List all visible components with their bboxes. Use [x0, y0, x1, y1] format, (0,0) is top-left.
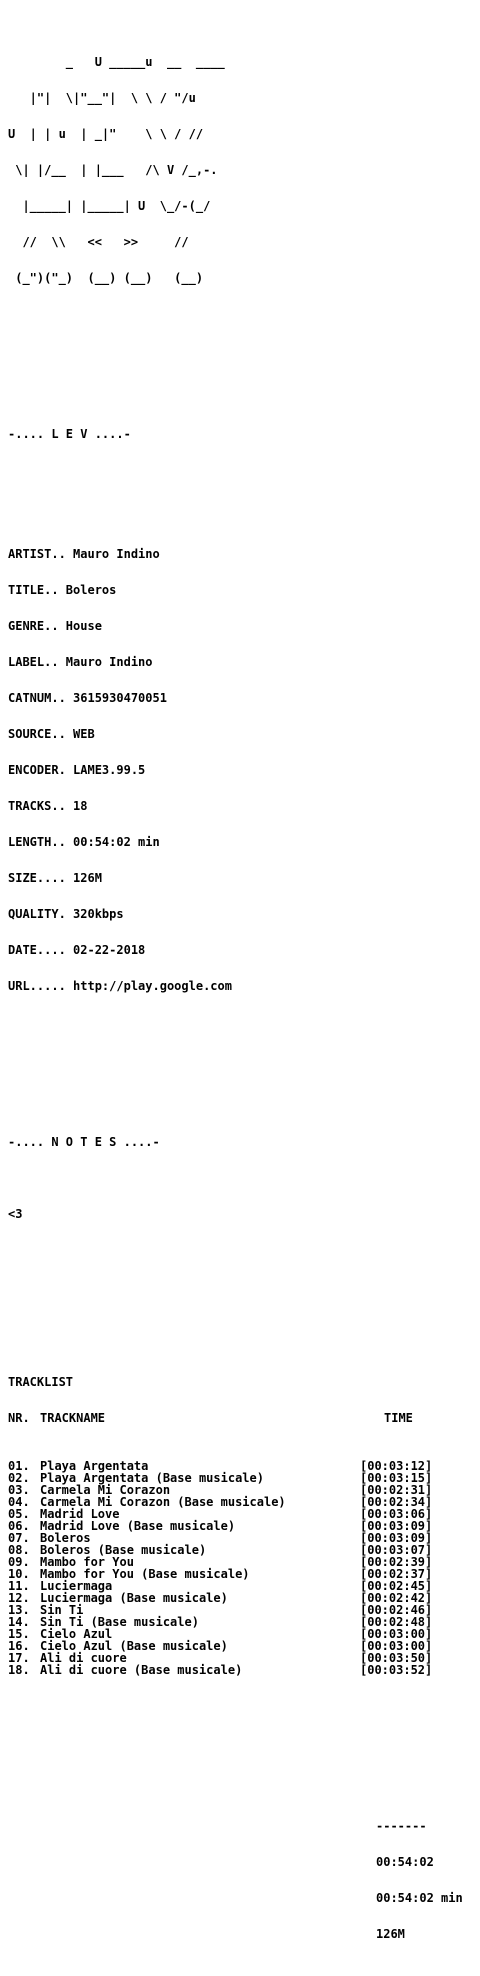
- notes-title: -.... N O T E S ....-: [8, 1135, 160, 1149]
- spacer: [8, 1292, 476, 1304]
- info-size: SIZE.... 126M: [8, 871, 102, 885]
- track-time: [00:02:31]: [360, 1483, 433, 1497]
- info-url: URL..... http://play.google.com: [8, 979, 232, 993]
- track-name: Mambo for You: [40, 1555, 134, 1569]
- track-time: [00:03:09]: [360, 1519, 433, 1533]
- track-number: 17.: [8, 1651, 30, 1665]
- spacer: [8, 1748, 476, 1760]
- track-name: Ali di cuore: [40, 1651, 127, 1665]
- info-tracks: TRACKS.. 18: [8, 799, 88, 813]
- track-name: Mambo for You (Base musicale): [40, 1567, 250, 1581]
- track-name: Cielo Azul (Base musicale): [40, 1639, 228, 1653]
- info-label: LABEL.. Mauro Indino: [8, 655, 153, 669]
- track-number: 16.: [8, 1639, 30, 1653]
- track-time: [00:03:09]: [360, 1531, 433, 1545]
- info-genre: GENRE.. House: [8, 619, 102, 633]
- track-time: [00:03:50]: [360, 1651, 433, 1665]
- track-number: 13.: [8, 1603, 30, 1617]
- track-name: Luciermaga: [40, 1579, 113, 1593]
- track-time: [00:03:15]: [360, 1471, 433, 1485]
- info-encoder: ENCODER. LAME3.99.5: [8, 763, 146, 777]
- logo-line: |_____| |_____| U \_/-(_/: [8, 199, 211, 213]
- track-time: [00:03:00]: [360, 1627, 433, 1641]
- track-name: Sin Ti (Base musicale): [40, 1615, 199, 1629]
- track-name: Playa Argentata (Base musicale): [40, 1471, 264, 1485]
- spacer: [8, 1052, 476, 1064]
- spacer: [8, 476, 476, 488]
- header-time: TIME: [384, 1411, 413, 1425]
- track-number: 03.: [8, 1483, 30, 1497]
- header-title: -.... L E V ....-: [8, 427, 131, 441]
- track-number: 08.: [8, 1543, 30, 1557]
- logo-line: U | | u | _|" \ \ / //: [8, 127, 204, 141]
- spacer: [8, 1088, 476, 1100]
- track-time: [00:03:52]: [360, 1663, 433, 1677]
- track-name: Boleros (Base musicale): [40, 1543, 207, 1557]
- track-number: 14.: [8, 1615, 30, 1629]
- track-time: [00:02:39]: [360, 1555, 433, 1569]
- info-length: LENGTH.. 00:54:02 min: [8, 835, 160, 849]
- spacer: [8, 1328, 476, 1340]
- track-number: 07.: [8, 1531, 30, 1545]
- info-title: TITLE.. Boleros: [8, 583, 117, 597]
- total-time: 00:54:02: [376, 1855, 434, 1869]
- tracklist-header: [8, 1412, 476, 1424]
- total-length: 00:54:02 min: [376, 1891, 463, 1905]
- info-date: DATE.... 02-22-2018: [8, 943, 146, 957]
- track-time: [00:03:06]: [360, 1507, 433, 1521]
- table-row: [8, 1664, 476, 1676]
- track-number: 12.: [8, 1591, 30, 1605]
- nfo-document: [8, 8, 476, 1976]
- track-number: 18.: [8, 1663, 30, 1677]
- spacer: [8, 1172, 476, 1184]
- track-time: [00:03:00]: [360, 1639, 433, 1653]
- track-number: 02.: [8, 1471, 30, 1485]
- info-catnum: CATNUM.. 3615930470051: [8, 691, 167, 705]
- tracklist-title: TRACKLIST: [8, 1375, 74, 1389]
- notes-text: <3: [8, 1207, 23, 1221]
- track-number: 11.: [8, 1579, 30, 1593]
- track-name: Ali di cuore (Base musicale): [40, 1663, 243, 1677]
- track-name: Madrid Love: [40, 1507, 120, 1521]
- track-list: [8, 1460, 476, 1676]
- spacer: [8, 344, 476, 356]
- spacer: [8, 1256, 476, 1268]
- info-artist: ARTIST.. Mauro Indino: [8, 547, 160, 561]
- track-number: 15.: [8, 1627, 30, 1641]
- track-name: Carmela Mi Corazon: [40, 1483, 171, 1497]
- track-name: Madrid Love (Base musicale): [40, 1519, 236, 1533]
- spacer: [8, 380, 476, 392]
- track-number: 04.: [8, 1495, 30, 1509]
- track-time: [00:02:37]: [360, 1567, 433, 1581]
- totals-rule: -------: [376, 1819, 427, 1833]
- track-name: Cielo Azul: [40, 1627, 113, 1641]
- track-time: [00:02:42]: [360, 1591, 433, 1605]
- track-name: Boleros: [40, 1531, 91, 1545]
- header-trackname: TRACKNAME: [40, 1411, 106, 1425]
- release-info: [8, 524, 476, 1016]
- logo-line: |"| \|"__"| \ \ / "/u: [8, 91, 196, 105]
- totals: [8, 1796, 476, 1964]
- track-time: [00:03:12]: [360, 1459, 433, 1473]
- track-number: 06.: [8, 1519, 30, 1533]
- track-name: Carmela Mi Corazon (Base musicale): [40, 1495, 286, 1509]
- header-nr: NR.: [8, 1411, 30, 1425]
- track-number: 09.: [8, 1555, 30, 1569]
- track-time: [00:02:45]: [360, 1579, 433, 1593]
- track-time: [00:02:46]: [360, 1603, 433, 1617]
- spacer: [8, 1712, 476, 1724]
- ascii-logo: [8, 32, 476, 308]
- info-quality: QUALITY. 320kbps: [8, 907, 124, 921]
- total-size: 126M: [376, 1927, 405, 1941]
- track-name: Sin Ti: [40, 1603, 84, 1617]
- track-time: [00:03:07]: [360, 1543, 433, 1557]
- logo-line: // \\ << >> //: [8, 235, 189, 249]
- track-number: 05.: [8, 1507, 30, 1521]
- track-time: [00:02:34]: [360, 1495, 433, 1509]
- logo-line: (_")("_) (__) (__) (__): [8, 271, 204, 285]
- info-source: SOURCE.. WEB: [8, 727, 95, 741]
- track-number: 01.: [8, 1459, 30, 1473]
- track-number: 10.: [8, 1567, 30, 1581]
- track-name: Luciermaga (Base musicale): [40, 1591, 228, 1605]
- logo-line: \| |/__ | |___ /\ V /_,-.: [8, 163, 218, 177]
- track-time: [00:02:48]: [360, 1615, 433, 1629]
- logo-line: _ U _____u __ ____: [8, 55, 225, 69]
- track-name: Playa Argentata: [40, 1459, 149, 1473]
